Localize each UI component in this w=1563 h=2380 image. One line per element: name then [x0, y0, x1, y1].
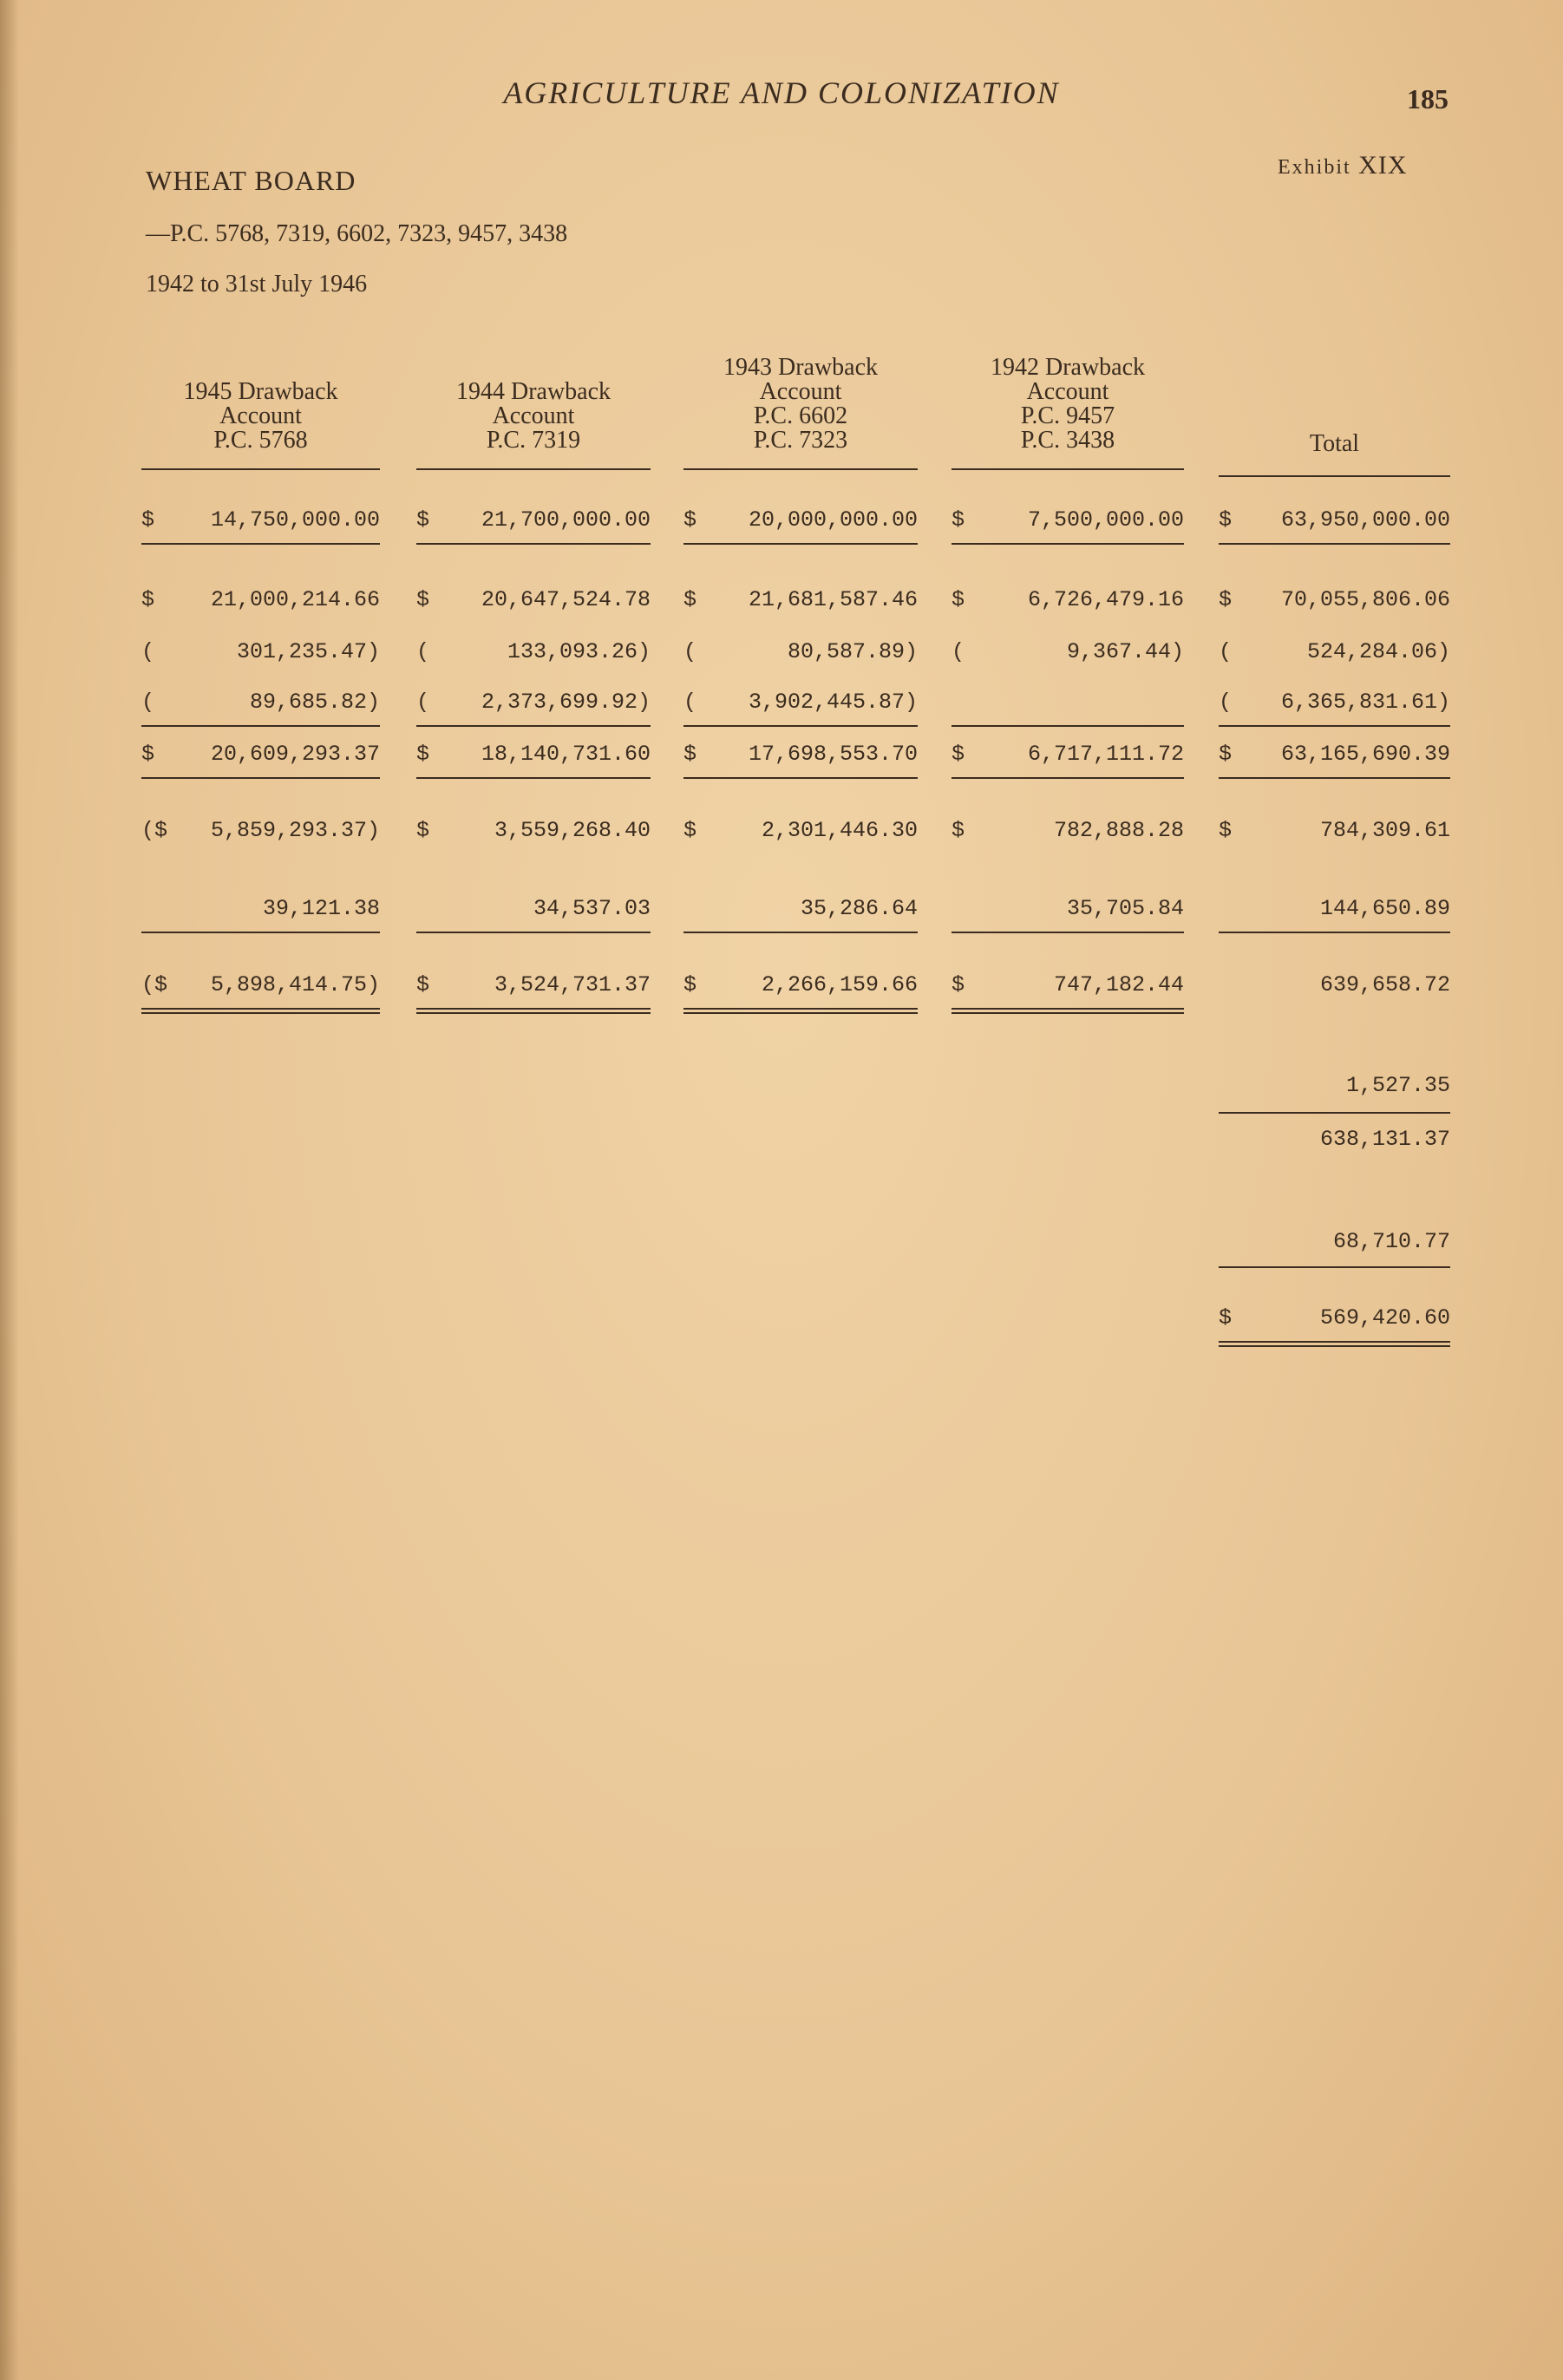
column-header [1210, 432, 1459, 456]
table-cell [141, 968, 380, 1003]
double-total-rule [416, 1008, 651, 1014]
table-cell [952, 583, 1184, 618]
sum-rule [683, 725, 918, 727]
sum-rule [416, 777, 651, 779]
table-cell [416, 968, 651, 1003]
amount: 7,500,000.00 [1027, 507, 1184, 533]
currency-symbol: $ [952, 587, 965, 612]
amount: 35,286.64 [800, 896, 918, 921]
amount: 68,710.77 [1332, 1229, 1450, 1254]
currency-symbol: ($ [141, 972, 168, 997]
sum-rule [141, 932, 380, 933]
sum-rule [952, 777, 1184, 779]
column-header-line: P.C. 7319 [486, 427, 581, 454]
table-cell [952, 685, 1184, 720]
column-header [408, 380, 659, 453]
table-cell [1219, 968, 1450, 1003]
table-cell [952, 737, 1184, 772]
currency-symbol: ( [416, 690, 430, 715]
column-header-line: P.C. 6602 [753, 402, 848, 429]
sum-rule [683, 543, 918, 545]
column-header-line: Account [1026, 378, 1109, 405]
currency-symbol: $ [416, 742, 430, 767]
amount: 638,131.37 [1319, 1127, 1450, 1152]
table-cell [141, 635, 380, 670]
amount: 80,587.89) [787, 639, 918, 664]
amount: 21,700,000.00 [481, 507, 651, 533]
amount: 524,284.06) [1306, 639, 1450, 664]
currency-symbol: $ [141, 587, 155, 612]
sum-rule [416, 725, 651, 727]
sum-rule [416, 932, 651, 933]
sum-rule [952, 543, 1184, 545]
sum-rule [1219, 1112, 1450, 1114]
sum-rule [1219, 932, 1450, 933]
currency-symbol: ( [141, 639, 155, 664]
currency-symbol: $ [683, 507, 697, 533]
column-header-line: 1942 Drawback [990, 354, 1146, 381]
table-cell [952, 503, 1184, 538]
table-cell [683, 685, 918, 720]
currency-symbol: $ [952, 818, 965, 843]
amount: 6,726,479.16 [1027, 587, 1184, 612]
currency-symbol: $ [683, 587, 697, 612]
currency-symbol: $ [683, 972, 697, 997]
sum-rule [416, 543, 651, 545]
column-header-line: P.C. 3438 [1020, 427, 1115, 454]
currency-symbol: ( [1219, 639, 1233, 664]
currency-symbol: ( [683, 639, 697, 664]
amount: 133,093.26) [507, 639, 651, 664]
currency-symbol: $ [1219, 818, 1233, 843]
table-cell [416, 635, 651, 670]
currency-symbol: $ [416, 818, 430, 843]
table-cell [416, 685, 651, 720]
table-cell [141, 685, 380, 720]
exhibit-word: Exhibit [1278, 156, 1351, 179]
sum-rule [952, 725, 1184, 727]
amount: 6,365,831.61) [1280, 690, 1450, 715]
amount: 639,658.72 [1319, 972, 1450, 997]
amount: 21,681,587.46 [748, 587, 918, 612]
currency-symbol: $ [416, 972, 430, 997]
table-cell [416, 503, 651, 538]
table-cell [1219, 583, 1450, 618]
order-in-council-numbers: —P.C. 5768, 7319, 6602, 7323, 9457, 3438 [146, 220, 568, 247]
currency-symbol: ( [683, 690, 697, 715]
table-cell [683, 814, 918, 848]
amount: 63,165,690.39 [1280, 742, 1450, 767]
running-head: AGRICULTURE AND COLONIZATION [503, 75, 1060, 110]
currency-symbol: $ [416, 587, 430, 612]
column-header-rule [141, 468, 380, 470]
table-cell [683, 892, 918, 926]
amount: 3,524,731.37 [494, 972, 651, 997]
sum-rule [141, 725, 380, 727]
amount: 14,750,000.00 [210, 507, 380, 533]
double-total-rule [141, 1008, 380, 1014]
table-cell [1219, 1225, 1450, 1259]
table-cell [1219, 635, 1450, 670]
amount: 5,898,414.75) [210, 972, 380, 997]
double-total-rule [952, 1008, 1184, 1014]
amount: 3,902,445.87) [748, 690, 918, 715]
table-cell [1219, 1301, 1450, 1336]
column-header-line: Account [759, 378, 842, 405]
table-cell [141, 583, 380, 618]
table-cell [952, 814, 1184, 848]
column-header-line: 1944 Drawback [455, 378, 611, 405]
table-cell [1219, 503, 1450, 538]
table-cell [141, 737, 380, 772]
table-cell [416, 892, 651, 926]
sum-rule [141, 777, 380, 779]
column-header-rule [683, 468, 918, 470]
table-cell [952, 635, 1184, 670]
currency-symbol: $ [683, 742, 697, 767]
amount: 1,527.35 [1345, 1073, 1450, 1098]
amount: 6,717,111.72 [1027, 742, 1184, 767]
table-cell [1219, 1069, 1450, 1103]
table-cell [141, 814, 380, 848]
table-cell [1219, 737, 1450, 772]
table-title: WHEAT BOARD [146, 165, 356, 196]
currency-symbol: $ [1219, 507, 1233, 533]
amount: 21,000,214.66 [210, 587, 380, 612]
sum-rule [1219, 725, 1450, 727]
currency-symbol: ( [141, 690, 155, 715]
column-header-line: 1945 Drawback [183, 378, 338, 405]
amount: 747,182.44 [1053, 972, 1184, 997]
page-edge-shadow [0, 0, 19, 2380]
table-cell [1219, 1122, 1450, 1157]
amount: 569,420.60 [1319, 1305, 1450, 1331]
currency-symbol: ($ [141, 818, 168, 843]
column-header-rule [1219, 475, 1450, 477]
table-cell [683, 635, 918, 670]
column-header-line: 1943 Drawback [723, 354, 879, 381]
amount: 2,301,446.30 [761, 818, 918, 843]
currency-symbol: $ [952, 507, 965, 533]
amount: 20,647,524.78 [481, 587, 651, 612]
amount: 39,121.38 [262, 896, 380, 921]
column-header-line: Total [1309, 430, 1360, 457]
column-header-line: Account [492, 402, 575, 429]
table-cell [683, 503, 918, 538]
currency-symbol: $ [683, 818, 697, 843]
double-total-rule [683, 1008, 918, 1014]
amount: 17,698,553.70 [748, 742, 918, 767]
amount: 18,140,731.60 [481, 742, 651, 767]
amount: 20,609,293.37 [210, 742, 380, 767]
currency-symbol: ( [416, 639, 430, 664]
sum-rule [1219, 1266, 1450, 1268]
column-header [943, 356, 1193, 453]
table-cell [1219, 814, 1450, 848]
column-header [675, 356, 926, 453]
column-header-line: Account [219, 402, 302, 429]
amount: 89,685.82) [249, 690, 380, 715]
page-number: 185 [1407, 83, 1449, 114]
table-cell [952, 968, 1184, 1003]
currency-symbol: $ [1219, 587, 1233, 612]
column-header-line: P.C. 7323 [753, 427, 848, 454]
table-cell [416, 814, 651, 848]
table-cell [683, 968, 918, 1003]
table-cell [141, 503, 380, 538]
double-total-rule [1219, 1341, 1450, 1347]
sum-rule [141, 543, 380, 545]
currency-symbol: ( [1219, 690, 1233, 715]
amount: 144,650.89 [1319, 896, 1450, 921]
amount: 301,235.47) [236, 639, 380, 664]
sum-rule [1219, 777, 1450, 779]
column-header-rule [416, 468, 651, 470]
table-cell [683, 737, 918, 772]
amount: 3,559,268.40 [494, 818, 651, 843]
amount: 2,373,699.92) [481, 690, 651, 715]
amount: 34,537.03 [533, 896, 651, 921]
table-cell [952, 892, 1184, 926]
amount: 63,950,000.00 [1280, 507, 1450, 533]
currency-symbol: ( [952, 639, 965, 664]
period: 1942 to 31st July 1946 [146, 271, 368, 298]
column-header [133, 380, 389, 453]
table-cell [1219, 892, 1450, 926]
currency-symbol: $ [1219, 1305, 1233, 1331]
sum-rule [683, 932, 918, 933]
currency-symbol: $ [952, 742, 965, 767]
table-cell [416, 737, 651, 772]
amount: 70,055,806.06 [1280, 587, 1450, 612]
amount: 782,888.28 [1053, 818, 1184, 843]
currency-symbol: $ [141, 507, 155, 533]
sum-rule [1219, 543, 1450, 545]
currency-symbol: $ [141, 742, 155, 767]
table-cell [416, 583, 651, 618]
table-cell [1219, 685, 1450, 720]
sum-rule [952, 932, 1184, 933]
amount: 35,705.84 [1066, 896, 1184, 921]
currency-symbol: $ [952, 972, 965, 997]
column-header-rule [952, 468, 1184, 470]
amount: 2,266,159.66 [761, 972, 918, 997]
exhibit-label [1278, 151, 1408, 180]
table-cell [683, 583, 918, 618]
amount: 5,859,293.37) [210, 818, 380, 843]
table-cell [141, 892, 380, 926]
sum-rule [683, 777, 918, 779]
amount: 9,367.44) [1066, 639, 1184, 664]
amount: 20,000,000.00 [748, 507, 918, 533]
column-header-line: P.C. 5768 [213, 427, 308, 454]
exhibit-number: XIX [1358, 151, 1408, 180]
currency-symbol: $ [1219, 742, 1233, 767]
currency-symbol: $ [416, 507, 430, 533]
column-header-line: P.C. 9457 [1020, 402, 1115, 429]
amount: 784,309.61 [1319, 818, 1450, 843]
